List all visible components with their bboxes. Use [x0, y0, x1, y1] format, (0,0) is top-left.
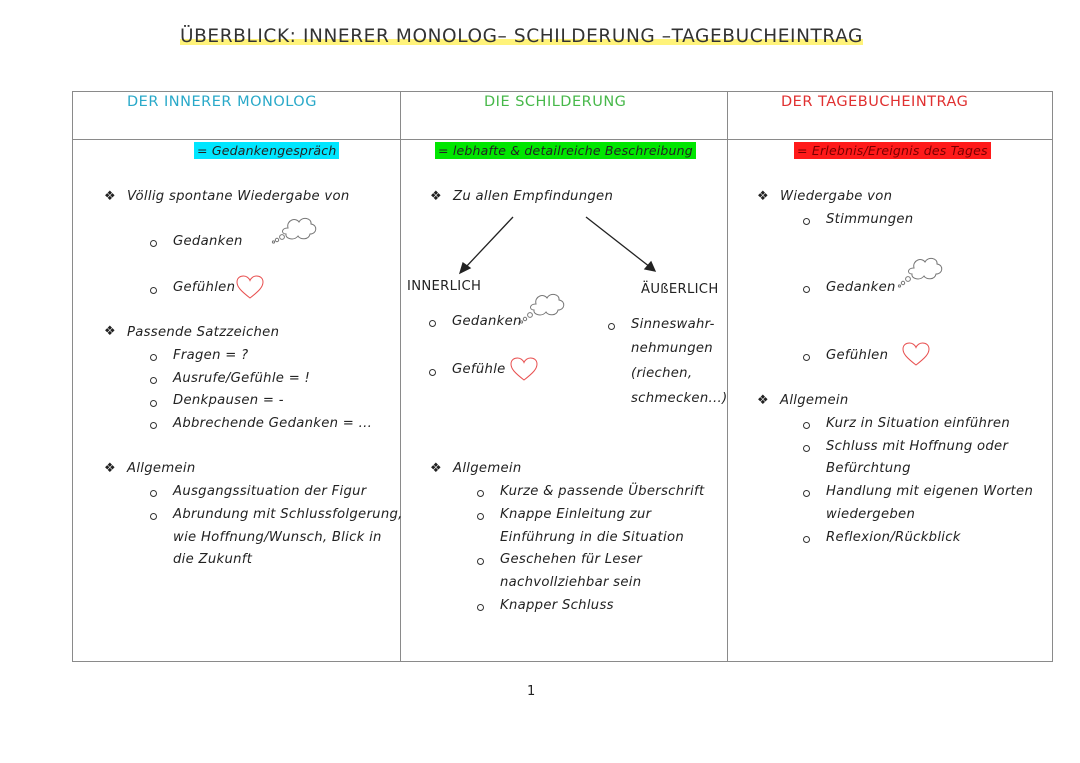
page-title: ÜBERBLICK: INNERER MONOLOG– SCHILDERUNG –TAGEBUCHEINTRAG [180, 26, 863, 47]
thought-cloud-icon [898, 254, 946, 288]
diamond-bullet-icon: ❖ [104, 189, 116, 204]
list-item: Kurz in Situation einführen [826, 416, 1010, 431]
list-item-continuation: die Zukunft [173, 552, 253, 567]
point-text: Zu allen Empfindungen [453, 189, 614, 204]
list-item: Geschehen für Leser [500, 552, 643, 567]
circle-bullet-icon [803, 536, 810, 543]
list-item: Ausgangssituation der Figur [173, 484, 367, 499]
point-text: Allgemein [453, 461, 522, 476]
circle-bullet-icon [803, 354, 810, 361]
list-item: Handlung mit eigenen Worten [826, 484, 1034, 499]
circle-bullet-icon [150, 400, 157, 407]
heading-tagebucheintrag: DER TAGEBUCHEINTRAG [781, 94, 969, 110]
circle-bullet-icon [150, 240, 157, 247]
circle-bullet-icon [803, 445, 810, 452]
diamond-bullet-icon: ❖ [430, 461, 442, 476]
list-item: Kurze & passende Überschrift [500, 484, 705, 499]
circle-bullet-icon [477, 490, 484, 497]
list-item-continuation: (riechen, [631, 366, 693, 381]
list-item: Knappe Einleitung zur [500, 507, 652, 522]
column-divider [400, 92, 401, 661]
diamond-bullet-icon: ❖ [757, 393, 769, 408]
list-item: Stimmungen [826, 212, 914, 227]
circle-bullet-icon [150, 287, 157, 294]
list-item: Fragen = ? [173, 348, 249, 363]
list-item-continuation: Befürchtung [826, 461, 911, 476]
circle-bullet-icon [803, 490, 810, 497]
list-item-continuation: nachvollziehbar sein [500, 575, 642, 590]
circle-bullet-icon [150, 377, 157, 384]
diamond-bullet-icon: ❖ [104, 324, 116, 339]
point-text: Passende Satzzeichen [127, 325, 280, 340]
list-item: Abbrechende Gedanken = ... [173, 416, 373, 431]
diamond-bullet-icon: ❖ [430, 189, 442, 204]
list-item-continuation: wie Hoffnung/Wunsch, Blick in [173, 530, 382, 545]
circle-bullet-icon [477, 513, 484, 520]
list-item-continuation: nehmungen [631, 341, 713, 356]
heading-innerer-monolog: DER INNERER MONOLOG [127, 94, 317, 110]
circle-bullet-icon [150, 513, 157, 520]
thought-cloud-icon [272, 214, 320, 244]
list-item: Gefühlen [173, 280, 236, 295]
list-item: Gedanken [452, 314, 522, 329]
heart-icon [510, 357, 538, 382]
circle-bullet-icon [477, 604, 484, 611]
heart-icon [236, 275, 264, 300]
list-item: Abrundung mit Schlussfolgerung, [173, 507, 403, 522]
list-item: Knapper Schluss [500, 598, 614, 613]
circle-bullet-icon [150, 490, 157, 497]
circle-bullet-icon [477, 558, 484, 565]
point-text: Völlig spontane Wiedergabe von [127, 189, 350, 204]
list-item: Ausrufe/Gefühle = ! [173, 371, 311, 386]
list-item-continuation: Einführung in die Situation [500, 530, 684, 545]
point-text: Allgemein [780, 393, 849, 408]
arrow-icon [455, 213, 665, 275]
list-item-continuation: wiedergeben [826, 507, 916, 522]
point-text: Wiedergabe von [780, 189, 893, 204]
column-divider [727, 92, 728, 661]
list-item: Reflexion/Rückblick [826, 530, 961, 545]
circle-bullet-icon [803, 218, 810, 225]
list-item-continuation: schmecken...) [631, 391, 728, 406]
heading-schilderung: DIE SCHILDERUNG [484, 94, 627, 110]
circle-bullet-icon [608, 323, 615, 330]
definition-innerer-monolog: = Gedankengespräch [194, 142, 339, 159]
list-item: Sinneswahr- [631, 317, 715, 332]
list-item: Schluss mit Hoffnung oder [826, 439, 1009, 454]
label-innerlich: INNERLICH [407, 279, 482, 294]
list-item: Denkpausen = - [173, 393, 284, 408]
page-number: 1 [527, 684, 536, 699]
header-divider [73, 139, 1052, 140]
circle-bullet-icon [150, 354, 157, 361]
diamond-bullet-icon: ❖ [104, 461, 116, 476]
point-text: Allgemein [127, 461, 196, 476]
list-item: Gedanken [826, 280, 896, 295]
circle-bullet-icon [803, 422, 810, 429]
diamond-bullet-icon: ❖ [757, 189, 769, 204]
heart-icon [902, 342, 930, 367]
circle-bullet-icon [803, 286, 810, 293]
circle-bullet-icon [429, 320, 436, 327]
thought-cloud-icon [520, 290, 568, 324]
definition-tagebucheintrag: = Erlebnis/Ereignis des Tages [794, 142, 991, 159]
label-aeusserlich: ÄUßERLICH [641, 282, 719, 297]
definition-schilderung: = lebhafte & detailreiche Beschreibung [435, 142, 696, 159]
list-item: Gefühlen [826, 348, 889, 363]
circle-bullet-icon [150, 422, 157, 429]
list-item: Gefühle [452, 362, 506, 377]
circle-bullet-icon [429, 369, 436, 376]
list-item: Gedanken [173, 234, 243, 249]
